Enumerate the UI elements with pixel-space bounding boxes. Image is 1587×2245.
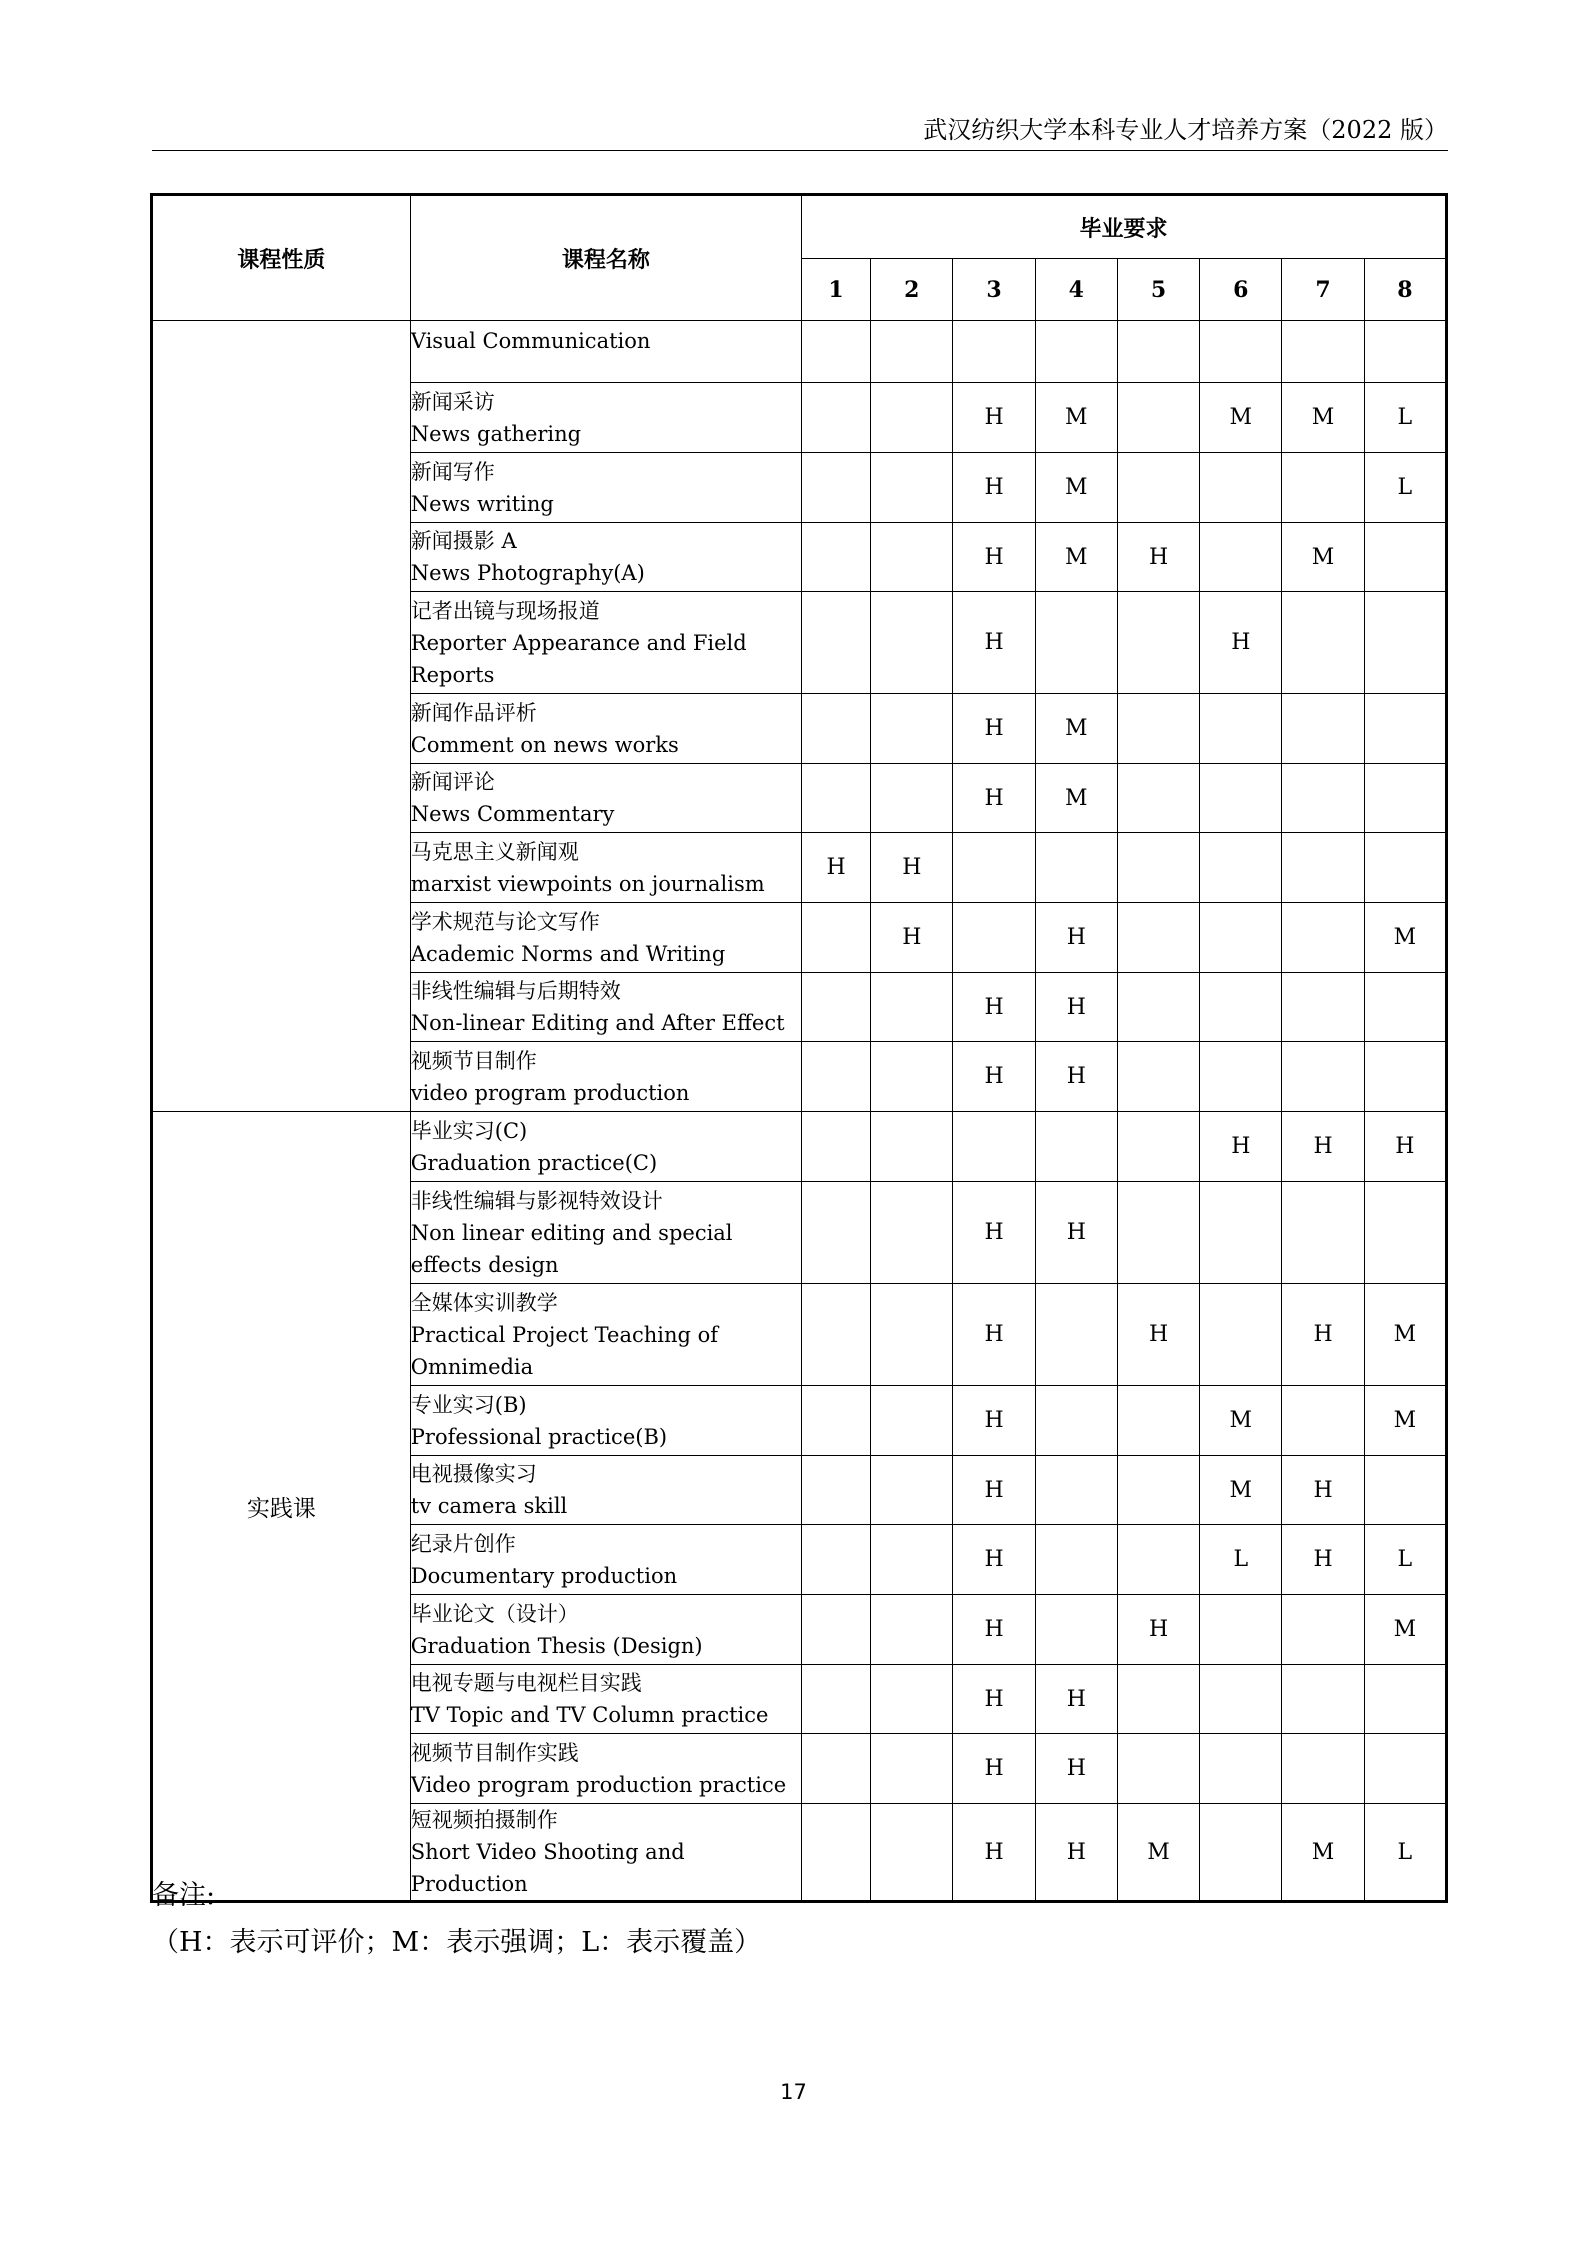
requirement-mark-cell [1364,1456,1446,1525]
requirement-mark-cell: M [1364,1284,1446,1386]
requirement-mark-cell [1200,973,1282,1042]
requirement-mark-cell [871,1595,953,1665]
course-name-zh: 新闻采访 [410,389,495,414]
requirement-mark-cell: M [1035,764,1117,833]
req-number: 1 [801,259,870,321]
requirement-mark-cell [1117,764,1199,833]
requirement-mark-cell: H [953,1734,1035,1804]
requirement-mark-cell [871,453,953,523]
requirement-mark-cell: M [1035,453,1117,523]
col-header-requirements: 毕业要求 [801,195,1446,259]
requirement-mark-cell [801,1734,870,1804]
course-name-en: Non-linear Editing and After Effect [410,1011,785,1035]
course-name-zh: 新闻评论 [410,770,495,794]
requirement-mark-cell [1282,1595,1364,1665]
requirement-mark-cell [1117,1042,1199,1112]
requirement-mark-cell [1200,903,1282,973]
requirement-mark-cell [871,1386,953,1456]
requirement-mark-cell [871,592,953,694]
requirement-mark-cell [1364,1665,1446,1734]
course-name-zh: 毕业论文（设计） [410,1601,579,1626]
course-name-zh: 电视专题与电视栏目实践 [410,1671,642,1695]
requirement-mark-cell: H [953,764,1035,833]
req-number: 8 [1364,259,1446,321]
requirement-mark-cell [1117,1112,1199,1182]
requirement-mark-cell [801,973,870,1042]
requirement-mark-cell [871,973,953,1042]
course-name-en: Video program production practice [410,1772,787,1797]
requirement-mark-cell [953,321,1035,383]
requirement-mark-cell [1117,321,1199,383]
course-name-en: Visual Communication [410,329,651,353]
requirement-mark-cell [1364,1182,1446,1284]
requirement-mark-cell [1200,1734,1282,1804]
requirement-mark-cell [871,1112,953,1182]
requirement-mark-cell [1200,1665,1282,1734]
requirement-mark-cell: M [1364,1595,1446,1665]
requirement-mark-cell [1200,1182,1282,1284]
requirement-mark-cell [801,383,870,453]
requirement-mark-cell [871,1525,953,1595]
course-name-zh: 视频节目制作 [410,1048,537,1073]
course-name-cell [410,1665,801,1734]
requirement-mark-cell [1282,453,1364,523]
requirement-mark-cell [871,1284,953,1386]
course-name-en: News writing [410,491,554,516]
req-number: 3 [953,259,1035,321]
requirement-mark-cell: L [1364,453,1446,523]
requirement-mark-cell [1200,321,1282,383]
notes-title: 备注: [152,1880,216,1911]
course-name-zh: 非线性编辑与影视特效设计 [410,1188,663,1213]
requirement-mark-cell [1282,1665,1364,1734]
requirement-mark-cell: L [1200,1525,1282,1595]
requirement-mark-cell [1200,1595,1282,1665]
requirement-mark-cell: M [1364,903,1446,973]
requirement-mark-cell [1117,833,1199,903]
requirement-mark-cell: M [1282,523,1364,592]
requirement-mark-cell [1282,973,1364,1042]
requirement-mark-cell [871,1182,953,1284]
requirement-mark-cell: M [1117,1804,1199,1902]
requirement-mark-cell [801,694,870,764]
requirement-mark-cell: M [1035,523,1117,592]
requirement-mark-cell [1200,523,1282,592]
requirement-mark-cell [871,1456,953,1525]
requirement-mark-cell [1364,592,1446,694]
req-number: 2 [871,259,953,321]
requirement-mark-cell [871,764,953,833]
course-name-en: Graduation practice(C) [410,1150,658,1175]
requirement-mark-cell [1364,523,1446,592]
course-name-zh: 新闻写作 [410,459,495,484]
col-header-nature: 课程性质 [152,195,411,321]
course-name-zh: 全媒体实训教学 [410,1290,558,1315]
requirement-mark-cell: M [1364,1386,1446,1456]
requirement-mark-cell [1117,1456,1199,1525]
requirement-mark-cell [1282,1042,1364,1112]
requirement-mark-cell: H [953,1456,1035,1525]
course-name-en: TV Topic and TV Column practice [410,1703,769,1727]
requirement-mark-cell: H [801,833,870,903]
table-row [152,321,1447,383]
requirement-mark-cell [871,321,953,383]
requirement-mark-cell: H [953,1804,1035,1902]
requirement-mark-cell [1117,383,1199,453]
requirement-mark-cell: H [871,903,953,973]
course-name-cell [410,764,801,833]
requirement-mark-cell [1282,321,1364,383]
requirement-mark-cell [1035,1525,1117,1595]
requirement-mark-cell: H [953,383,1035,453]
requirement-mark-cell: H [1282,1456,1364,1525]
requirement-mark-cell [801,592,870,694]
requirement-mark-cell [801,453,870,523]
requirement-mark-cell: H [1035,1042,1117,1112]
requirement-mark-cell [801,1042,870,1112]
requirement-mark-cell [1035,1456,1117,1525]
course-name-en: Professional practice(B) [410,1424,668,1449]
course-name-cell [410,453,801,523]
course-name-zh: 马克思主义新闻观 [410,839,579,864]
course-name-en: tv camera skill [410,1494,568,1518]
requirement-mark-cell [1364,833,1446,903]
course-name-cell [410,973,801,1042]
requirement-mark-cell [1117,1386,1199,1456]
document-header: 武汉纺织大学本科专业人才培养方案（2022 版） [923,116,1448,144]
requirement-mark-cell [871,523,953,592]
requirement-mark-cell [871,694,953,764]
requirement-mark-cell [1035,592,1117,694]
requirement-mark-cell [1282,903,1364,973]
requirement-mark-cell: H [1035,1804,1117,1902]
requirement-mark-cell [953,903,1035,973]
table-header-row [152,195,1447,259]
course-name-zh: 学术规范与论文写作 [410,909,600,934]
course-name-en: News Photography(A) [410,561,645,585]
requirement-mark-cell [1117,1525,1199,1595]
requirement-mark-cell [1282,592,1364,694]
header-rule [152,150,1448,151]
requirement-mark-cell: M [1035,383,1117,453]
course-name-cell [410,1456,801,1525]
requirement-mark-cell [953,1112,1035,1182]
col-header-course: 课程名称 [410,195,801,321]
course-name-zh: 视频节目制作实践 [410,1740,579,1765]
requirement-mark-cell: H [953,694,1035,764]
requirement-mark-cell: M [1282,383,1364,453]
requirement-mark-cell [1200,764,1282,833]
requirement-mark-cell [1282,1182,1364,1284]
requirement-mark-cell: H [1035,1182,1117,1284]
requirement-mark-cell: M [1200,1386,1282,1456]
requirement-mark-cell [801,321,870,383]
requirement-mark-cell [1117,973,1199,1042]
requirement-mark-cell [1200,453,1282,523]
requirement-mark-cell: H [953,973,1035,1042]
requirement-mark-cell [1117,1182,1199,1284]
requirement-mark-cell [1035,321,1117,383]
course-name-zh: 新闻作品评析 [410,700,537,725]
course-name-cell [410,1595,801,1665]
requirement-mark-cell: H [953,592,1035,694]
requirement-mark-cell: H [953,1595,1035,1665]
requirement-mark-cell [1117,592,1199,694]
course-name-zh: 新闻摄影 A [410,529,517,553]
requirement-mark-cell: H [953,1182,1035,1284]
requirement-mark-cell: H [953,1042,1035,1112]
requirement-mark-cell [1035,1386,1117,1456]
requirement-mark-cell: H [1117,523,1199,592]
requirement-mark-cell [1117,903,1199,973]
course-nature-cell: 实践课 [152,1112,411,1902]
graduation-requirements-matrix [150,193,1448,1903]
requirement-mark-cell [801,1525,870,1595]
course-name-cell [410,694,801,764]
requirement-mark-cell [1364,1042,1446,1112]
requirement-mark-cell: H [1200,1112,1282,1182]
requirement-mark-cell [1200,694,1282,764]
requirement-mark-cell [1200,1284,1282,1386]
course-name-zh: 短视频拍摄制作 [410,1808,558,1832]
requirement-mark-cell [801,903,870,973]
course-name-en: News gathering [410,421,582,446]
requirement-mark-cell [801,1386,870,1456]
course-name-cell [410,1042,801,1112]
requirement-mark-cell [1117,453,1199,523]
requirement-mark-cell: H [1035,1665,1117,1734]
requirement-mark-cell [871,1665,953,1734]
course-name-cell [410,1112,801,1182]
course-name-en: video program production [410,1080,690,1105]
requirement-mark-cell [1364,321,1446,383]
course-name-cell [410,1284,801,1386]
requirement-mark-cell: H [1035,973,1117,1042]
requirement-mark-cell: H [953,1284,1035,1386]
requirement-mark-cell [801,1182,870,1284]
req-number: 6 [1200,259,1282,321]
requirement-mark-cell [1282,1734,1364,1804]
requirement-mark-cell: H [1117,1595,1199,1665]
requirement-mark-cell [1117,1665,1199,1734]
req-number: 4 [1035,259,1117,321]
course-name-cell [410,1386,801,1456]
course-name-en: Academic Norms and Writing [410,941,726,966]
requirement-mark-cell: H [1035,903,1117,973]
table-body [152,321,1447,1902]
requirement-mark-cell: L [1364,383,1446,453]
requirement-mark-cell: L [1364,1804,1446,1902]
course-name-en: marxist viewpoints on journalism [410,871,765,896]
course-name-cell [410,903,801,973]
course-name-zh: 专业实习(B) [410,1392,527,1417]
course-name-en: Comment on news works [410,732,679,757]
requirement-mark-cell: H [1200,592,1282,694]
requirement-mark-cell: H [871,833,953,903]
requirement-mark-cell: H [953,523,1035,592]
course-name-cell [410,833,801,903]
course-name-cell [410,383,801,453]
req-number: 7 [1282,259,1364,321]
requirement-mark-cell: H [953,1665,1035,1734]
course-name-en: Graduation Thesis (Design) [410,1633,703,1658]
requirement-mark-cell: M [1200,383,1282,453]
requirement-mark-cell [801,1595,870,1665]
requirement-mark-cell [1117,694,1199,764]
requirement-mark-cell: M [1035,694,1117,764]
requirement-mark-cell [1282,833,1364,903]
requirement-mark-cell: H [1282,1284,1364,1386]
requirement-mark-cell [1117,1734,1199,1804]
course-name-zh: 毕业实习(C) [410,1118,528,1143]
requirement-mark-cell [1035,833,1117,903]
requirement-mark-cell [801,523,870,592]
course-name-en: Practical Project Teaching of Omnimedia [410,1322,719,1379]
course-name-en: Short Video Shooting and Production [410,1840,685,1896]
requirement-mark-cell: H [1282,1112,1364,1182]
requirement-mark-cell [871,383,953,453]
course-name-cell [410,1804,801,1902]
requirement-mark-cell [1035,1284,1117,1386]
requirement-mark-cell [801,1804,870,1902]
requirement-mark-cell [1364,694,1446,764]
requirement-mark-cell [1200,1042,1282,1112]
requirement-mark-cell [953,833,1035,903]
course-name-zh: 电视摄像实习 [410,1462,537,1486]
course-name-en: News Commentary [410,802,615,826]
course-name-zh: 纪录片创作 [410,1531,516,1556]
requirement-mark-cell [871,1734,953,1804]
requirement-mark-cell [801,1665,870,1734]
course-name-zh: 非线性编辑与后期特效 [410,979,621,1003]
requirement-mark-cell [1200,833,1282,903]
requirement-mark-cell [1364,973,1446,1042]
table-row [152,1112,1447,1182]
requirement-mark-cell [871,1042,953,1112]
course-name-en: Reporter Appearance and Field Reports [410,630,747,687]
course-name-cell [410,1525,801,1595]
course-name-zh: 记者出镜与现场报道 [410,598,600,623]
requirement-mark-cell [1282,1386,1364,1456]
notes-legend: （H：表示可评价；M：表示强调；L：表示覆盖） [152,1927,762,1958]
requirement-mark-cell [871,1804,953,1902]
requirement-mark-cell: H [1282,1525,1364,1595]
req-number: 5 [1117,259,1199,321]
requirement-mark-cell: H [1117,1284,1199,1386]
requirement-mark-cell [801,1456,870,1525]
requirement-mark-cell [1035,1112,1117,1182]
requirement-mark-cell: H [1364,1112,1446,1182]
requirement-mark-cell [801,1112,870,1182]
requirement-mark-cell [801,764,870,833]
requirement-mark-cell: H [953,1386,1035,1456]
requirement-mark-cell: H [953,453,1035,523]
course-name-cell [410,321,801,383]
page-number: 17 [780,2080,807,2104]
requirement-mark-cell: M [1200,1456,1282,1525]
course-name-cell [410,523,801,592]
requirement-mark-cell [801,1284,870,1386]
course-name-cell [410,1182,801,1284]
requirement-mark-cell [1364,764,1446,833]
requirement-mark-cell [1282,694,1364,764]
requirement-mark-cell: M [1282,1804,1364,1902]
course-name-cell [410,592,801,694]
course-name-cell [410,1734,801,1804]
requirement-mark-cell [1200,1804,1282,1902]
requirement-mark-cell [1364,1734,1446,1804]
requirement-mark-cell [1035,1595,1117,1665]
requirement-mark-cell: H [953,1525,1035,1595]
requirement-mark-cell: L [1364,1525,1446,1595]
course-name-en: Documentary production [410,1563,678,1588]
course-nature-cell [152,321,411,1112]
requirement-mark-cell [1282,764,1364,833]
requirement-mark-cell: H [1035,1734,1117,1804]
course-name-en: Non linear editing and special effects design [410,1220,733,1277]
